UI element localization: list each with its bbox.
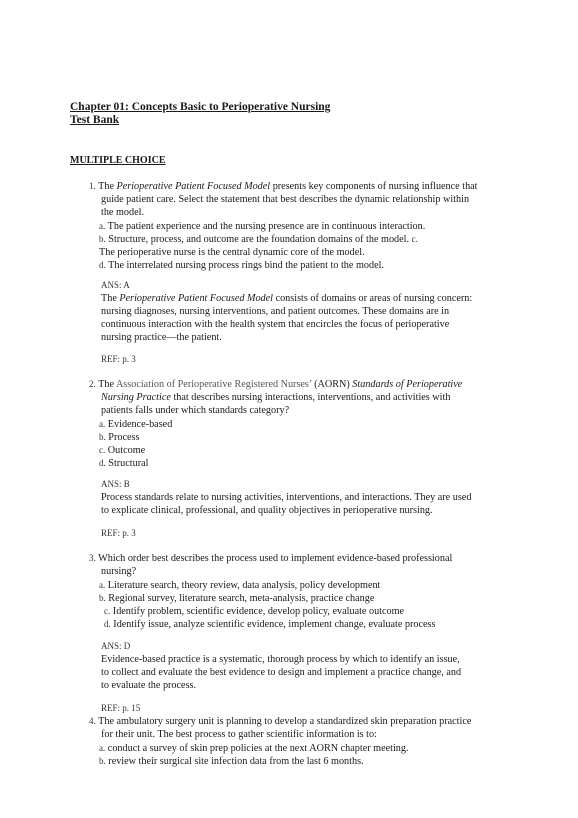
q4-option-a bbox=[99, 742, 409, 755]
q2-option-c bbox=[99, 444, 145, 457]
q1-stem-text-a: The bbox=[98, 181, 117, 192]
q2-option-b bbox=[99, 431, 139, 444]
section-heading: MULTIPLE CHOICE bbox=[70, 155, 166, 166]
q3-option-d-text: Identify issue, analyze scientific evidence, implement change, evaluate process bbox=[113, 619, 436, 630]
q2-option-c-text: Outcome bbox=[107, 445, 146, 456]
q3-option-c-text: Identify problem, scientific evidence, develop policy, evaluate outcome bbox=[112, 606, 405, 617]
q1-reference: REF: p. 3 bbox=[101, 354, 136, 364]
q1-option-c-text: The perioperative nurse is the central dynamic core of the model. bbox=[99, 247, 365, 258]
q1-option-d-text: The interrelated nursing process rings bind the patient to the model. bbox=[108, 260, 384, 271]
q1-stem-text-c: presents key components of nursing influence that bbox=[270, 181, 478, 192]
q4-stem-text: The ambulatory surgery unit is planning to develop a standardized skin preparation practice bbox=[98, 716, 472, 727]
q1-rationale-line-2: nursing diagnoses, nursing interventions, and patient outcomes. These domains are in bbox=[101, 306, 450, 317]
q3-option-c bbox=[104, 605, 404, 618]
q4-option-b-letter: b. bbox=[99, 756, 106, 766]
q1-rationale-text-a: The bbox=[101, 293, 120, 304]
q4-stem-line-2: for their unit. The best process to gather scientific information is to: bbox=[101, 729, 377, 740]
q1-option-a bbox=[99, 220, 425, 233]
q1-stem-line-1 bbox=[89, 180, 478, 193]
q1-rationale-line-3: continuous interaction with the health system that encircles the focus of perioperative bbox=[101, 319, 450, 330]
q3-option-d-letter: d. bbox=[104, 619, 111, 629]
q1-option-d-letter: d. bbox=[99, 260, 106, 270]
q3-reference: REF: p. 15 bbox=[101, 703, 141, 713]
q2-stem-standards-title: Standards of Perioperative bbox=[352, 379, 463, 390]
q1-stem-line-3: the model. bbox=[101, 207, 145, 218]
chapter-title bbox=[70, 101, 330, 127]
q3-answer: ANS: D bbox=[101, 641, 131, 651]
q3-option-a-text: Literature search, theory review, data analysis, policy development bbox=[107, 580, 381, 591]
q2-answer: ANS: B bbox=[101, 479, 130, 489]
q1-number: 1. bbox=[89, 181, 96, 191]
q1-rationale-line-1 bbox=[101, 292, 472, 305]
q2-option-d bbox=[99, 457, 148, 470]
q1-stem-model-name: Perioperative Patient Focused Model bbox=[116, 181, 271, 192]
q2-option-d-letter: d. bbox=[99, 458, 106, 468]
q2-stem-line-3: patients falls under which standards category? bbox=[101, 405, 290, 416]
q4-option-a-letter: a. bbox=[99, 743, 106, 753]
q2-option-d-text: Structural bbox=[108, 458, 149, 469]
q1-option-b bbox=[99, 233, 418, 246]
q3-option-a-letter: a. bbox=[99, 580, 106, 590]
q1-stem-line-2: guide patient care. Select the statement that best describes the dynamic relationship within bbox=[101, 194, 470, 205]
q3-option-b-letter: b. bbox=[99, 593, 106, 603]
q2-stem-line-2 bbox=[101, 391, 450, 404]
q3-option-a bbox=[99, 579, 380, 592]
q3-option-c-letter: c. bbox=[104, 606, 111, 616]
q4-number: 4. bbox=[89, 716, 96, 726]
q3-stem-line-2: nursing? bbox=[101, 566, 137, 577]
q1-rationale-line-4: nursing practice—the patient. bbox=[101, 332, 222, 343]
q4-option-b bbox=[99, 755, 364, 768]
q3-option-b-text: Regional survey, literature search, meta-analysis, practice change bbox=[108, 593, 375, 604]
q3-rationale-line-3: to evaluate the process. bbox=[101, 680, 197, 691]
q2-stem-text-c: (AORN) bbox=[311, 379, 353, 390]
q1-option-b-letter: b. bbox=[99, 234, 106, 244]
q1-option-a-text: The patient experience and the nursing presence are in continuous interaction. bbox=[107, 221, 426, 232]
q4-option-b-text: review their surgical site infection data from the last 6 months. bbox=[108, 756, 364, 767]
q3-number: 3. bbox=[89, 553, 96, 563]
q2-option-a bbox=[99, 418, 172, 431]
q3-rationale-line-1: Evidence-based practice is a systematic, thorough process by which to identify an issue, bbox=[101, 654, 460, 665]
q2-rationale-line-1: Process standards relate to nursing activities, interventions, and interactions. They are used bbox=[101, 492, 472, 503]
q1-option-b-text: Structure, process, and outcome are the foundation domains of the model. bbox=[108, 234, 410, 245]
q2-reference: REF: p. 3 bbox=[101, 528, 136, 538]
q2-stem-practice-title: Nursing Practice bbox=[101, 392, 171, 403]
q1-option-a-letter: a. bbox=[99, 221, 106, 231]
q2-option-c-letter: c. bbox=[99, 445, 106, 455]
q4-option-a-text: conduct a survey of skin prep policies at the next AORN chapter meeting. bbox=[107, 743, 409, 754]
q3-option-b bbox=[99, 592, 374, 605]
q2-option-a-text: Evidence-based bbox=[107, 419, 173, 430]
q3-stem-text: Which order best describes the process used to implement evidence-based professional bbox=[98, 553, 453, 564]
chapter-title-line: Chapter 01: Concepts Basic to Perioperative Nursing bbox=[70, 101, 331, 113]
q2-stem-text-b: that describes nursing interactions, interventions, and activities with bbox=[170, 392, 451, 403]
q3-stem-line-1 bbox=[89, 552, 452, 565]
q3-option-d bbox=[104, 618, 435, 631]
q1-option-d bbox=[99, 259, 384, 272]
q1-rationale-text-c: consists of domains or areas of nursing concern: bbox=[273, 293, 473, 304]
q1-answer: ANS: A bbox=[101, 280, 130, 290]
q2-option-b-letter: b. bbox=[99, 432, 106, 442]
q2-number: 2. bbox=[89, 379, 96, 389]
q1-option-c-letter: c. bbox=[411, 234, 418, 244]
q3-rationale-line-2: to collect and evaluate the best evidence to design and implement a practice change, and bbox=[101, 667, 462, 678]
q2-stem-text-a: The bbox=[98, 379, 116, 390]
q2-rationale-line-2: to explicate clinical, professional, and quality objectives in perioperative nursing. bbox=[101, 505, 433, 516]
q2-stem-line-1 bbox=[89, 378, 462, 391]
q4-stem-line-1 bbox=[89, 715, 471, 728]
q1-rationale-model-name: Perioperative Patient Focused Model bbox=[119, 293, 274, 304]
q2-option-b-text: Process bbox=[108, 432, 140, 443]
q2-option-a-letter: a. bbox=[99, 419, 106, 429]
q2-stem-org-name: Association of Perioperative Registered Nurses’ bbox=[115, 379, 312, 390]
chapter-subtitle-line: Test Bank bbox=[70, 114, 120, 126]
